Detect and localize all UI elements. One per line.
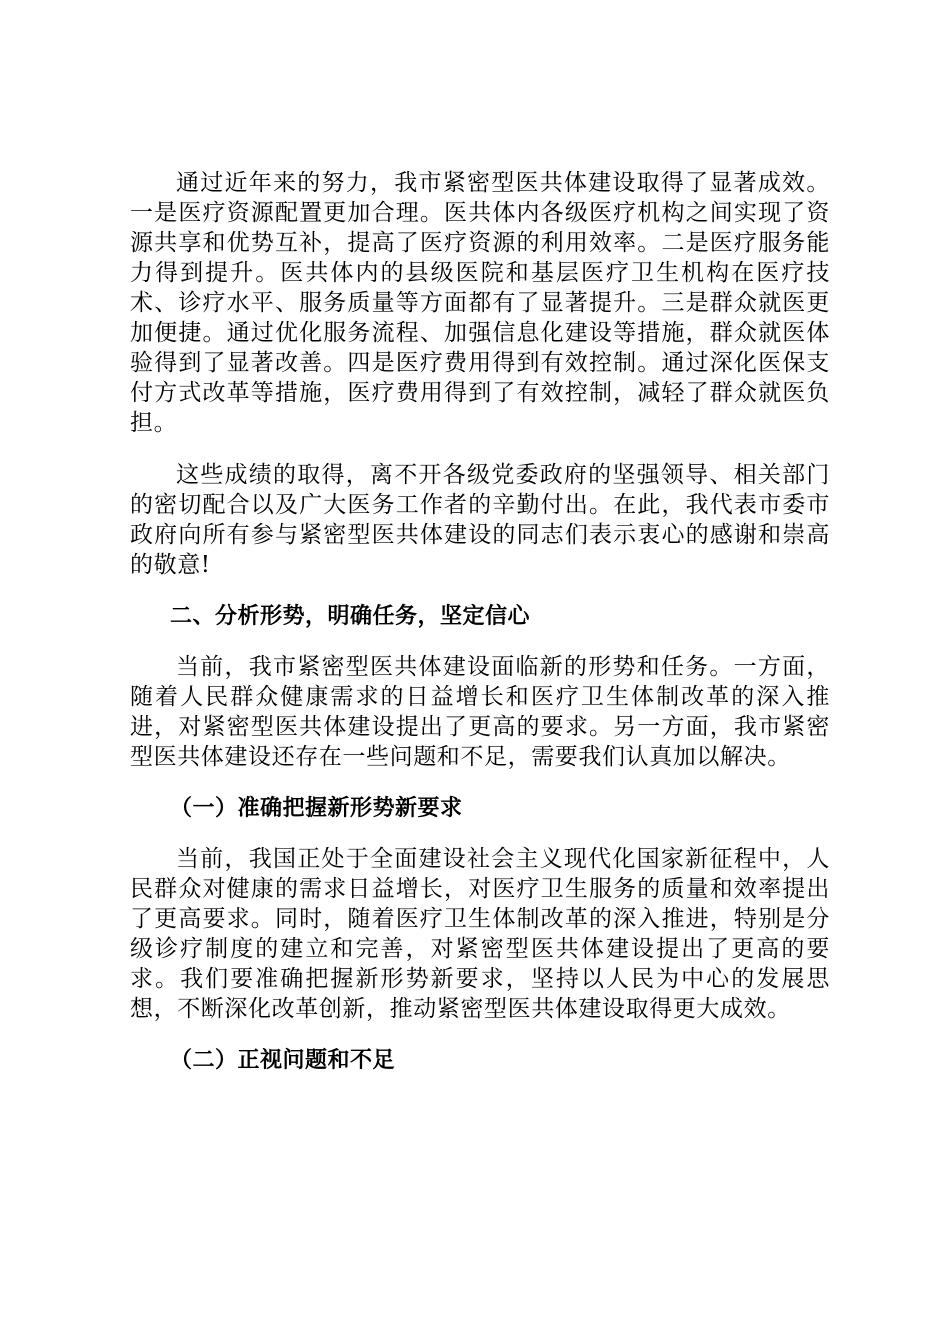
paragraph-situation: 当前，我市紧密型医共体建设面临新的形势和任务。一方面，随着人民群众健康需求的日益增长和医疗卫生体制改革的深入推进，对紧密型医共体建设提出了更高的要求。另一方面，我市紧密型医共体建设还存在一些问题和不足，需要我们认真加以解决。	[130, 654, 830, 770]
section-heading-analysis: 二、分析形势，明确任务，坚定信心	[170, 604, 531, 629]
subsection-heading-new-requirements: （一）准确把握新形势新要求	[170, 796, 463, 821]
paragraph-new-requirements: 当前，我国正处于全面建设社会主义现代化国家新征程中，人民群众对健康的需求日益增长，对医疗卫生服务的质量和效率提出了更高要求。同时，随着医疗卫生体制改革的深入推进，特别是分级诊疗制度的建立和完善，对紧密型医共体建设提出了更高的要求。我们要准确把握新形势新要求，坚持以人民为中心的发展思想，不断深化改革创新，推动紧密型医共体建设取得更大成效。	[130, 846, 830, 1022]
paragraph-achievements: 通过近年来的努力，我市紧密型医共体建设取得了显著成效。一是医疗资源配置更加合理。医共体内各级医疗机构之间实现了资源共享和优势互补，提高了医疗资源的利用效率。二是医疗服务能力得到提升。医共体内的县级医院和基层医疗卫生机构在医疗技术、诊疗水平、服务质量等方面都有了显著提升。三是群众就医更加便捷。通过优化服务流程、加强信息化建设等措施，群众就医体验得到了显著改善。四是医疗费用得到有效控制。通过深化医保支付方式改革等措施，医疗费用得到了有效控制，减轻了群众就医负担。	[130, 170, 830, 436]
subsection-heading-problems: （二）正视问题和不足	[170, 1048, 396, 1073]
document-page	[130, 168, 830, 1096]
paragraph-thanks: 这些成绩的取得，离不开各级党委政府的坚强领导、相关部门的密切配合以及广大医务工作者的辛勤付出。在此，我代表市委市政府向所有参与紧密型医共体建设的同志们表示衷心的感谢和崇高的敬意!	[130, 462, 830, 578]
